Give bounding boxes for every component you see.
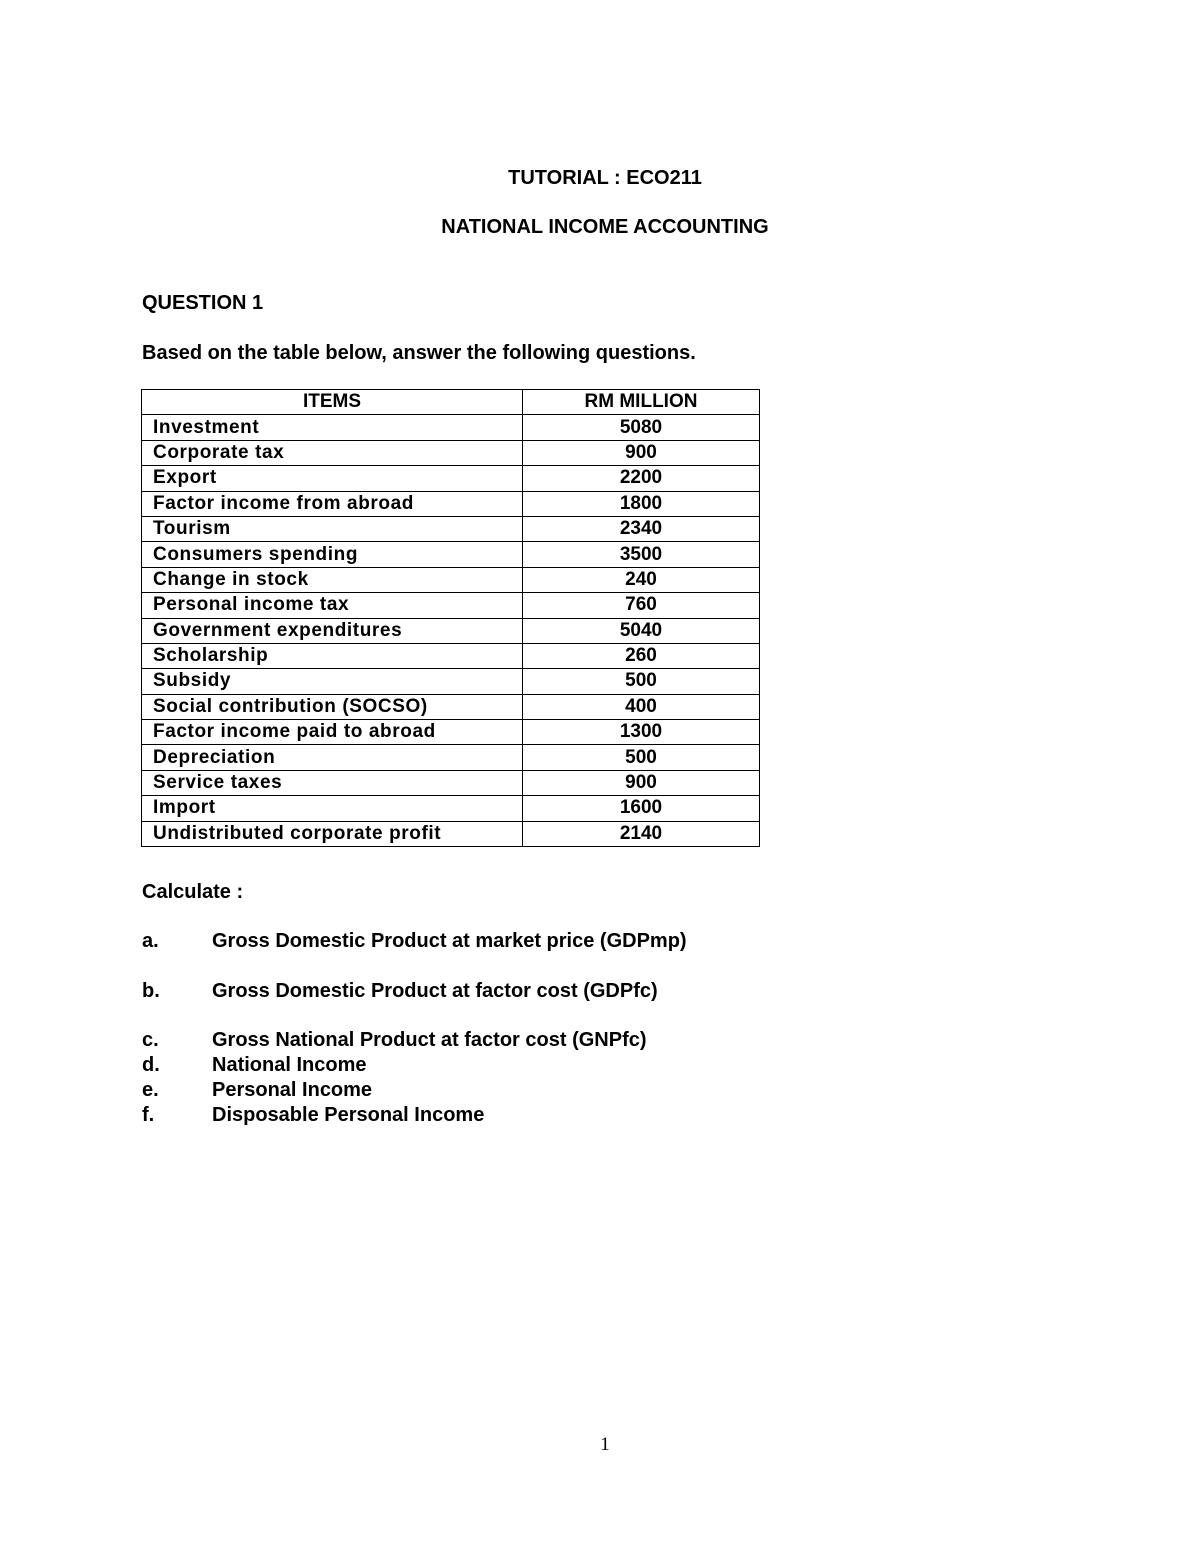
item-cell: Tourism bbox=[142, 516, 523, 541]
question-text: Gross National Product at factor cost (GNPfc) bbox=[212, 1029, 647, 1051]
question-heading: QUESTION 1 bbox=[142, 292, 264, 314]
question-text: Gross Domestic Product at factor cost (GDPfc) bbox=[212, 980, 658, 1002]
question-item bbox=[142, 930, 687, 953]
item-cell: Corporate tax bbox=[142, 440, 523, 465]
table-row bbox=[142, 567, 760, 592]
item-cell: Factor income from abroad bbox=[142, 491, 523, 516]
question-letter: c. bbox=[142, 1029, 159, 1051]
item-cell: Personal income tax bbox=[142, 593, 523, 618]
value-cell: 760 bbox=[523, 593, 760, 618]
table-row bbox=[142, 618, 760, 643]
value-cell: 900 bbox=[523, 440, 760, 465]
item-cell: Factor income paid to abroad bbox=[142, 720, 523, 745]
table-row bbox=[142, 643, 760, 668]
value-cell: 3500 bbox=[523, 542, 760, 567]
question-letter: f. bbox=[142, 1104, 155, 1126]
item-cell: Import bbox=[142, 796, 523, 821]
question-item bbox=[142, 1054, 366, 1077]
question-instruction: Based on the table below, answer the following questions. bbox=[142, 342, 696, 364]
question-text: Disposable Personal Income bbox=[212, 1104, 485, 1126]
question-letter: d. bbox=[142, 1054, 160, 1076]
calculate-label: Calculate : bbox=[142, 881, 244, 903]
header-items: ITEMS bbox=[142, 390, 523, 415]
table-row bbox=[142, 745, 760, 770]
item-cell: Undistributed corporate profit bbox=[142, 821, 523, 846]
table-row bbox=[142, 516, 760, 541]
item-cell: Scholarship bbox=[142, 643, 523, 668]
table-row bbox=[142, 491, 760, 516]
table-row bbox=[142, 770, 760, 795]
table-row bbox=[142, 415, 760, 440]
value-cell: 1300 bbox=[523, 720, 760, 745]
table-row bbox=[142, 440, 760, 465]
question-letter: b. bbox=[142, 980, 160, 1002]
table-header-row bbox=[142, 390, 760, 415]
question-item bbox=[142, 1079, 372, 1102]
table-row bbox=[142, 466, 760, 491]
table-row bbox=[142, 669, 760, 694]
value-cell: 5080 bbox=[523, 415, 760, 440]
value-cell: 1600 bbox=[523, 796, 760, 821]
item-cell: Subsidy bbox=[142, 669, 523, 694]
question-item bbox=[142, 980, 658, 1003]
question-letter: a. bbox=[142, 930, 159, 952]
item-cell: Investment bbox=[142, 415, 523, 440]
value-cell: 500 bbox=[523, 745, 760, 770]
question-text: National Income bbox=[212, 1054, 367, 1076]
value-cell: 1800 bbox=[523, 491, 760, 516]
question-text: Gross Domestic Product at market price (GDPmp) bbox=[212, 930, 687, 952]
table-row bbox=[142, 593, 760, 618]
item-cell: Social contribution (SOCSO) bbox=[142, 694, 523, 719]
question-text: Personal Income bbox=[212, 1079, 373, 1101]
document-title: TUTORIAL : ECO211 bbox=[508, 167, 702, 189]
header-rm-million: RM MILLION bbox=[523, 390, 760, 415]
item-cell: Government expenditures bbox=[142, 618, 523, 643]
value-cell: 240 bbox=[523, 567, 760, 592]
table-row bbox=[142, 821, 760, 846]
table-row bbox=[142, 720, 760, 745]
value-cell: 2140 bbox=[523, 821, 760, 846]
value-cell: 2340 bbox=[523, 516, 760, 541]
table-row bbox=[142, 694, 760, 719]
question-item bbox=[142, 1104, 484, 1127]
value-cell: 260 bbox=[523, 643, 760, 668]
item-cell: Depreciation bbox=[142, 745, 523, 770]
item-cell: Consumers spending bbox=[142, 542, 523, 567]
value-cell: 900 bbox=[523, 770, 760, 795]
page-number: 1 bbox=[600, 1434, 610, 1455]
table-row bbox=[142, 796, 760, 821]
question-item bbox=[142, 1029, 647, 1052]
value-cell: 5040 bbox=[523, 618, 760, 643]
value-cell: 400 bbox=[523, 694, 760, 719]
table-row bbox=[142, 542, 760, 567]
item-cell: Export bbox=[142, 466, 523, 491]
item-cell: Service taxes bbox=[142, 770, 523, 795]
value-cell: 500 bbox=[523, 669, 760, 694]
value-cell: 2200 bbox=[523, 466, 760, 491]
document-subtitle: NATIONAL INCOME ACCOUNTING bbox=[441, 216, 769, 238]
question-letter: e. bbox=[142, 1079, 159, 1101]
items-table bbox=[141, 389, 760, 847]
item-cell: Change in stock bbox=[142, 567, 523, 592]
